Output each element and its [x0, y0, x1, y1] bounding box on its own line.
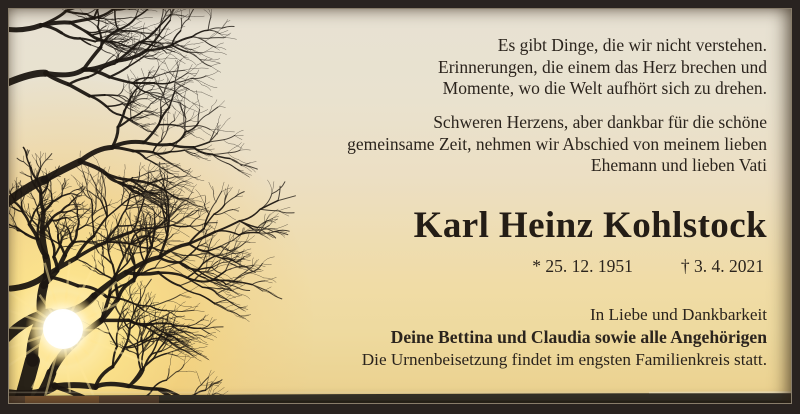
birth-date: * 25. 12. 1951 [532, 256, 633, 276]
verse-line: Momente, wo die Welt aufhört sich zu drehen. [442, 78, 767, 98]
life-dates [532, 255, 764, 277]
verse-line: Es gibt Dinge, die wir nicht verstehen. [497, 35, 767, 55]
closing-line-burial: Die Urnenbeisetzung findet im engsten Familienkreis statt. [361, 349, 767, 369]
notice-text [9, 9, 791, 403]
closing-line-gratitude: In Liebe und Dankbarkeit [589, 305, 767, 324]
closing-line-family: Deine Bettina und Claudia sowie alle Angehörigen [390, 327, 767, 348]
farewell-text [347, 112, 767, 177]
farewell-line: Ehemann und lieben Vati [590, 155, 767, 175]
farewell-line: gemeinsame Zeit, nehmen wir Abschied von meinem lieben [347, 133, 767, 154]
opening-verse [438, 35, 767, 100]
memorial-photo [8, 8, 792, 404]
death-date: † 3. 4. 2021 [680, 256, 764, 276]
closing-text [362, 304, 767, 371]
farewell-line: Schweren Herzens, aber dankbar für die schöne [433, 112, 767, 132]
deceased-name: Karl Heinz Kohlstock [413, 205, 767, 246]
verse-line: Erinnerungen, die einem das Herz brechen und [438, 56, 767, 77]
